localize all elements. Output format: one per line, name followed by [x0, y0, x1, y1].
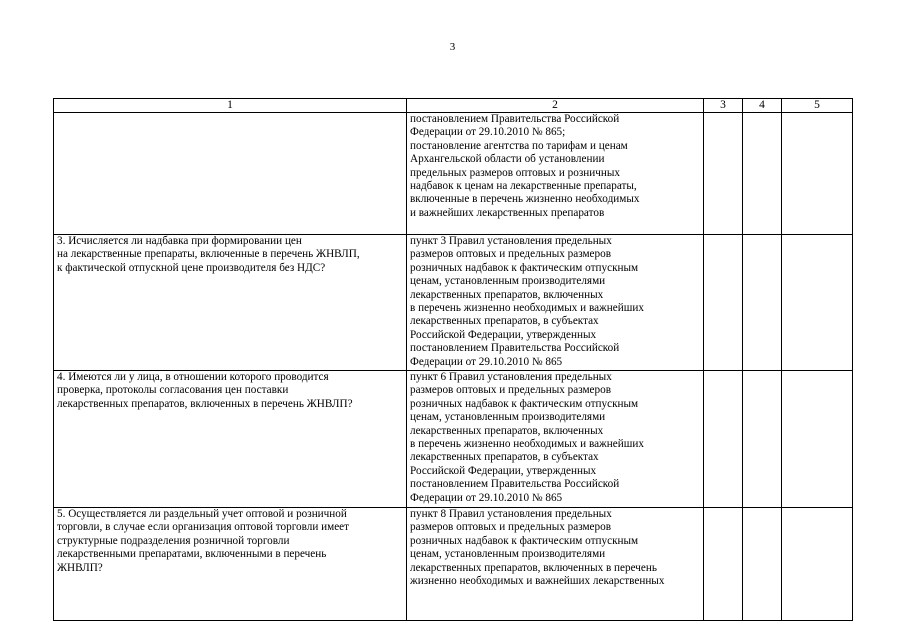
empty-cell: [782, 113, 853, 235]
checklist-table: [53, 98, 853, 621]
empty-cell: [782, 235, 853, 371]
requirement-cell: постановлением Правительства Российской Федерации от 29.10.2010 № 865; постановление агентства по тарифам и ценам Архангельской области об установлении предельных размеров оптовых и розничных надбавок к ценам на лекарственные препараты, включенные в перечень жизненно необходимых и важнейших лекарственных препаратов: [407, 113, 704, 235]
empty-cell: [704, 371, 743, 508]
requirement-cell: пункт 8 Правил установления предельных размеров оптовых и предельных размеров розничных надбавок к фактическим отпускным ценам, установленным производителями лекарственных препаратов, включенных в перечень жизненно необходимых и важнейших лекарственных: [407, 508, 704, 621]
empty-cell: [743, 508, 782, 621]
column-header-5: 5: [782, 99, 853, 113]
requirement-cell: пункт 6 Правил установления предельных размеров оптовых и предельных размеров розничных надбавок к фактическим отпускным ценам, установленным производителями лекарственных препаратов, включенных в перечень жизненно необходимых и важнейших лекарственных препаратов, в субъектах Российской Федерации, утвержденных постановлением Правительства Российской Федерации от 29.10.2010 № 865: [407, 371, 704, 508]
empty-cell: [743, 113, 782, 235]
column-header-1: 1: [54, 99, 407, 113]
question-cell: 4. Имеются ли у лица, в отношении которого проводится проверка, протоколы согласования цен поставки лекарственных препаратов, включенных в перечень ЖНВЛП?: [54, 371, 407, 508]
column-header-4: 4: [743, 99, 782, 113]
question-cell: 5. Осуществляется ли раздельный учет оптовой и розничной торговли, в случае если организация оптовой торговли имеет структурные подразделения розничной торговли лекарственными препаратами, включенными в перечень ЖНВЛП?: [54, 508, 407, 621]
header-row: [54, 99, 853, 113]
column-header-2: 2: [407, 99, 704, 113]
table-row: [54, 113, 853, 235]
empty-cell: [704, 508, 743, 621]
table-row: [54, 508, 853, 621]
requirement-cell: пункт 3 Правил установления предельных размеров оптовых и предельных размеров розничных надбавок к фактическим отпускным ценам, установленным производителями лекарственных препаратов, включенных в перечень жизненно необходимых и важнейших лекарственных препаратов, в субъектах Российской Федерации, утвержденных постановлением Правительства Российской Федерации от 29.10.2010 № 865: [407, 235, 704, 371]
empty-cell: [782, 508, 853, 621]
empty-cell: [743, 235, 782, 371]
table-row: [54, 235, 853, 371]
empty-cell: [704, 235, 743, 371]
question-cell: [54, 113, 407, 235]
page-number: 3: [449, 41, 456, 53]
table-header: [54, 99, 853, 113]
empty-cell: [743, 371, 782, 508]
empty-cell: [704, 113, 743, 235]
empty-cell: [782, 371, 853, 508]
column-header-3: 3: [704, 99, 743, 113]
table-body: [54, 113, 853, 621]
question-cell: 3. Исчисляется ли надбавка при формировании цен на лекарственные препараты, включенные в перечень ЖНВЛП, к фактической отпускной цене производителя без НДС?: [54, 235, 407, 371]
table-row: [54, 371, 853, 508]
